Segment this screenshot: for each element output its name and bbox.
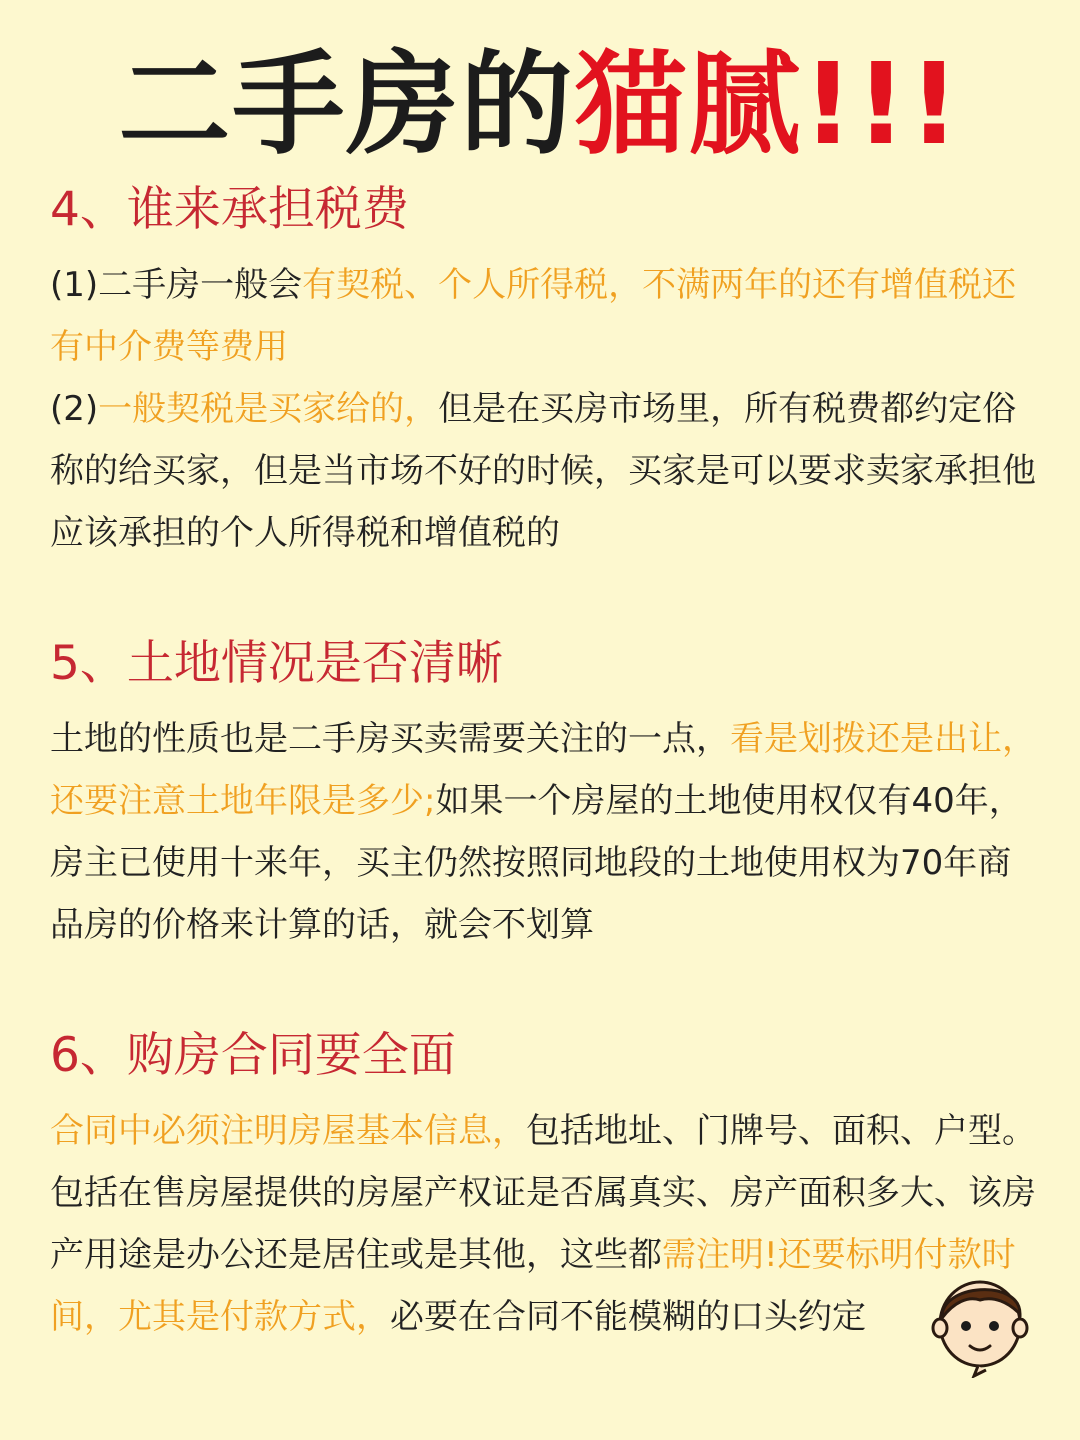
section-heading-contract: 6、购房合同要全面 [50,1028,456,1083]
section-body-contract [50,1100,1040,1348]
section-heading-land: 5、土地情况是否清晰 [50,636,503,691]
section-heading-tax: 4、谁来承担税费 [50,182,409,237]
body-text: (2) [50,389,99,429]
paragraph [50,254,1040,378]
page-title [0,40,1080,170]
emphasis-text: 看是划拨还是出让，还要注意土地年限是多少; [50,719,1036,821]
title-prefix: 二手房的 [118,40,575,170]
section-body-land [50,708,1040,956]
body-text: 但是在买房市场里，所有税费都约定俗称的给买家，但是当市场不好的时候，买家是可以要求卖家承担他应该承担的个人所得税和增值税的 [50,389,1036,553]
body-text: 包括地址、门牌号、面积、户型。包括在售房屋提供的房屋产权证是否属真实、房产面积多大、该房产用途是办公还是居住或是其他，这些都 [50,1111,1036,1275]
body-text: 土地的性质也是二手房买卖需要关注的一点， [50,719,730,759]
emphasis-text: 需注明!还要标明付款时间，尤其是付款方式， [50,1235,1016,1337]
body-text: (1)二手房一般会 [50,265,303,305]
cartoon-boy-icon [928,1266,1032,1378]
paragraph [50,378,1040,564]
section-body-tax [50,254,1040,564]
body-text: 如果一个房屋的土地使用权仅有40年，房主已使用十来年，买主仍然按照同地段的土地使用权为70年商品房的价格来计算的话，就会不划算 [50,781,1023,945]
emphasis-text: 一般契税是买家给的， [98,389,439,429]
paragraph [50,1100,1040,1348]
title-highlight: 猫腻!!! [574,40,962,170]
emphasis-text: 有契税、个人所得税，不满两年的还有增值税还有中介费等费用 [50,265,1017,367]
body-text: 必要在合同不能模糊的口头约定 [390,1297,866,1337]
emphasis-text: 合同中必须注明房屋基本信息， [50,1111,526,1151]
paragraph [50,708,1040,956]
